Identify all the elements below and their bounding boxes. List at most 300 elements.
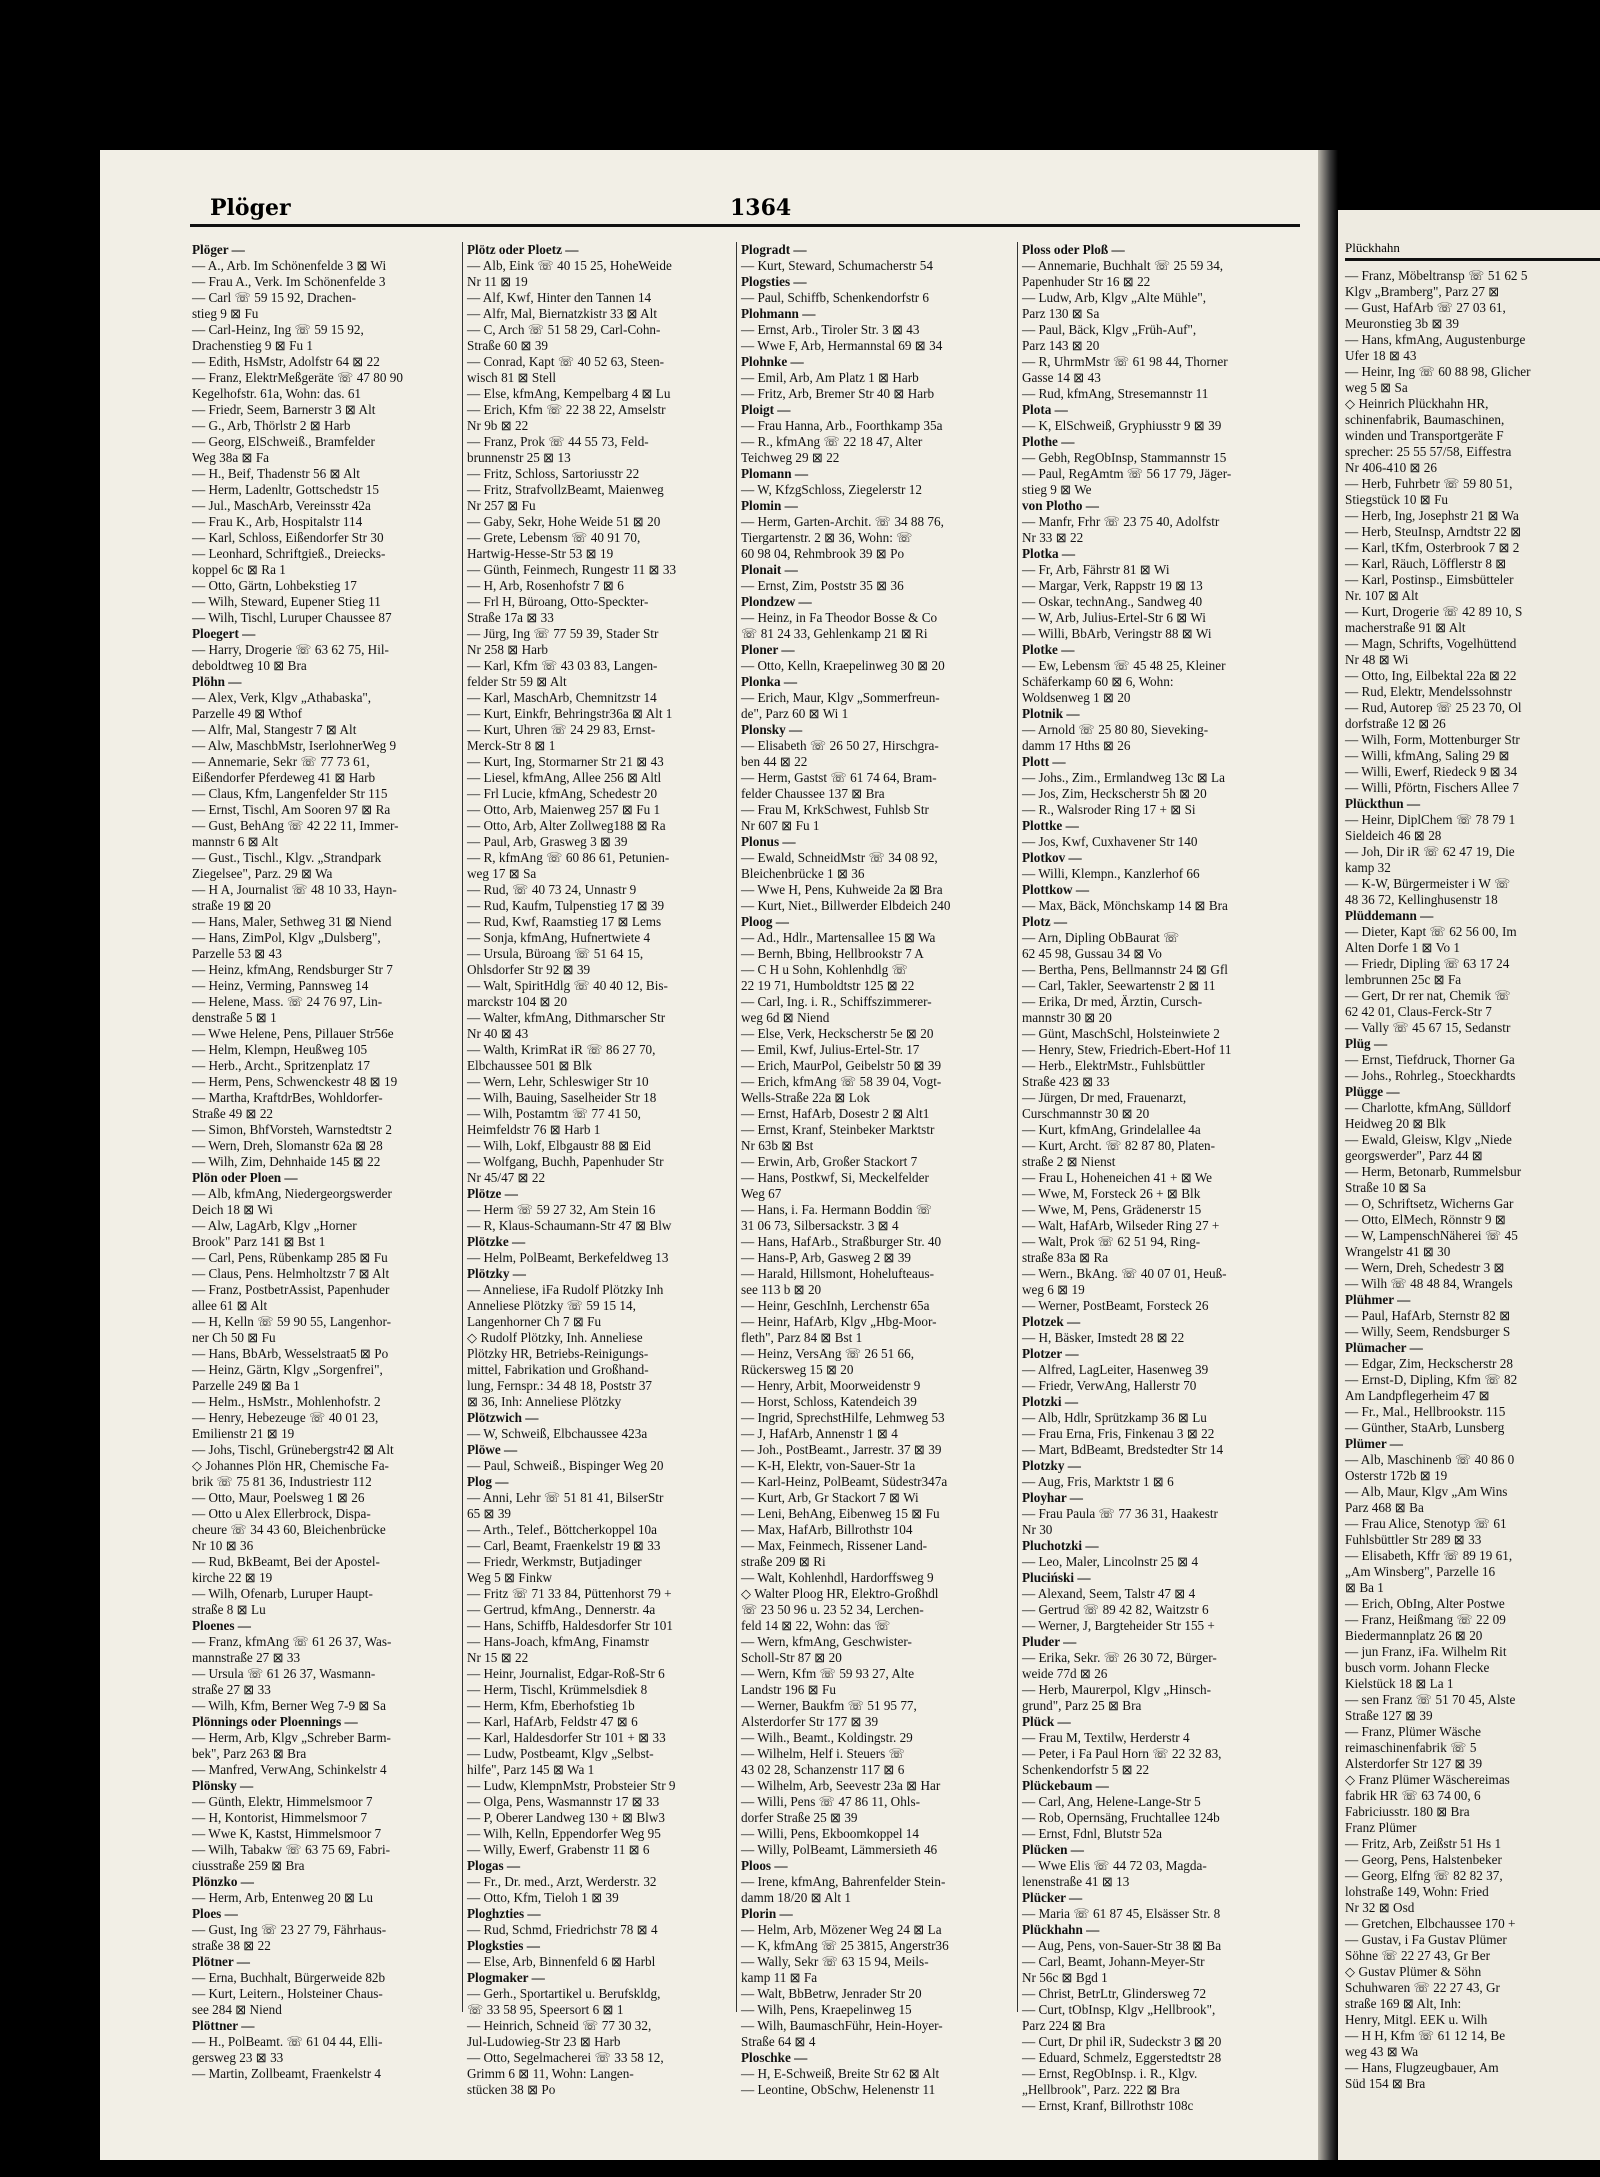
directory-entry: Schäferkamp 60 ⊠ 6, Wohn: — [1022, 674, 1174, 689]
directory-entry: — Helm, Klempn, Heußweg 105 — [192, 1042, 368, 1057]
directory-entry: — G., Arb, Thörlstr 2 ⊠ Harb — [192, 418, 351, 433]
directory-entry: ⊠ 36, Inh: Anneliese Plötzky — [467, 1394, 622, 1409]
directory-entry: stieg 9 ⊠ We — [1022, 482, 1092, 497]
directory-entry: koppel 6c ⊠ Ra 1 — [192, 562, 286, 577]
directory-entry: — Olga, Pens, Wasmannstr 17 ⊠ 33 — [467, 1794, 660, 1809]
directory-entry: — Frau L, Hoheneichen 41 + ⊠ We — [1022, 1170, 1213, 1185]
surname-heading: Plötner — — [192, 1954, 250, 1969]
directory-entry: Wrangelstr 41 ⊠ 30 — [1345, 1244, 1451, 1259]
directory-entry: — Willi, Pförtn, Fischers Allee 7 — [1345, 780, 1519, 795]
directory-entry: — Hans, BbArb, Wesselstraat5 ⊠ Po — [192, 1346, 389, 1361]
directory-entry: — Fritz, Arb, Bremer Str 40 ⊠ Harb — [741, 386, 935, 401]
directory-entry: — Ludw, Postbeamt, Klgv „Selbst- — [467, 1746, 654, 1761]
directory-entry: — Johs, Tischl, Grünebergstr42 ⊠ Alt — [192, 1442, 394, 1457]
directory-entry: — Gust, HafArb ☏ 27 03 61, — [1345, 300, 1506, 315]
directory-entry: see 284 ⊠ Niend — [192, 2002, 282, 2017]
directory-entry: — Irene, kfmAng, Bahrenfelder Stein- — [741, 1874, 946, 1889]
directory-entry: — H H, Kfm ☏ 61 12 14, Be — [1345, 2028, 1506, 2043]
directory-entry: — Henry, Stew, Friedrich-Ebert-Hof 11 — [1022, 1042, 1232, 1057]
directory-entry: — Willi, Ewerf, Riedeck 9 ⊠ 34 — [1345, 764, 1518, 779]
directory-entry: — Rud, kfmAng, Stresemannstr 11 — [1022, 386, 1209, 401]
directory-entry: mannstr 6 ⊠ Alt — [192, 834, 279, 849]
directory-entry: — Erika, Dr med, Ärztin, Cursch- — [1022, 994, 1203, 1009]
directory-entry: — Günther, StaArb, Lunsberg — [1345, 1420, 1505, 1435]
directory-entry: Meuronstieg 3b ⊠ 39 — [1345, 316, 1459, 331]
directory-entry: — Franz, ElektrMeßgeräte ☏ 47 80 90 — [192, 370, 403, 385]
directory-entry: — C H u Sohn, Kohlenhdlg ☏ — [741, 962, 909, 977]
directory-entry: — Harald, Hillsmont, Hohelufteaus- — [741, 1266, 935, 1281]
directory-entry: Straße 49 ⊠ 22 — [192, 1106, 274, 1121]
directory-entry: — Herb, Fuhrbetr ☏ 59 80 51, — [1345, 476, 1513, 491]
directory-entry: 65 ⊠ 39 — [467, 1506, 512, 1521]
surname-heading: Plomann — — [741, 466, 809, 481]
directory-entry: — Kurt, Arb, Gr Stackort 7 ⊠ Wi — [741, 1490, 919, 1505]
directory-entry: — Wilhelm, Arb, Seevestr 23a ⊠ Har — [741, 1778, 941, 1793]
directory-entry: — Frau Erna, Fris, Finkenau 3 ⊠ 22 — [1022, 1426, 1215, 1441]
directory-entry: 60 98 04, Rehmbrook 39 ⊠ Po — [741, 546, 905, 561]
directory-entry: lenenstraße 41 ⊠ 13 — [1022, 1874, 1130, 1889]
directory-entry: — Hans, Schiffb, Haldesdorfer Str 101 — [467, 1618, 673, 1633]
directory-entry: — Joh., PostBeamt., Jarrestr. 37 ⊠ 39 — [741, 1442, 942, 1457]
directory-entry: — Alfred, LagLeiter, Hasenweg 39 — [1022, 1362, 1209, 1377]
directory-entry: — Paul, Schweiß., Bispinger Weg 20 — [467, 1458, 664, 1473]
directory-entry: — Else, kfmAng, Kempelbarg 4 ⊠ Lu — [467, 386, 671, 401]
directory-entry: — Herm ☏ 59 27 32, Am Stein 16 — [467, 1202, 656, 1217]
surname-heading: Plümer — — [1345, 1436, 1403, 1451]
directory-entry: — Heinz, VersAng ☏ 26 51 66, — [741, 1346, 915, 1361]
directory-entry: — Ernst, RegObInsp. i. R., Klgv. — [1022, 2066, 1198, 2081]
directory-entry: — H., Beif, Thadenstr 56 ⊠ Alt — [192, 466, 360, 481]
surname-heading: Plöttner — — [192, 2018, 255, 2033]
surname-heading: Plönzko — — [192, 1874, 254, 1889]
directory-entry: — K, kfmAng ☏ 25 3815, Angerstr36 — [741, 1938, 949, 1953]
directory-entry: — Heinz, Gärtn, Klgv „Sorgenfrei", — [192, 1362, 383, 1377]
directory-entry: — R., Walsroder Ring 17 + ⊠ Si — [1022, 802, 1196, 817]
directory-entry: — Wilh, Pens, Kraepelinweg 15 — [741, 2002, 912, 2017]
surname-heading: Plogmaker — — [467, 1970, 545, 1985]
surname-heading: Plottkow — — [1022, 882, 1090, 897]
directory-entry: — Frau Alice, Stenotyp ☏ 61 — [1345, 1516, 1507, 1531]
directory-entry: — Werner, Baukfm ☏ 51 95 77, — [741, 1698, 917, 1713]
directory-entry: — K-W, Bürgermeister i W ☏ — [1345, 876, 1511, 891]
directory-entry: — Simon, BhfVorsteh, Warnstedtstr 2 — [192, 1122, 392, 1137]
directory-entry: Papenhuder Str 16 ⊠ 22 — [1022, 274, 1151, 289]
directory-entry: Kegelhofstr. 61a, Wohn: das. 61 — [192, 386, 362, 401]
surname-heading: Plötz oder Ploetz — — [467, 242, 579, 257]
directory-entry: — Conrad, Kapt ☏ 40 52 63, Steen- — [467, 354, 665, 369]
directory-entry: — Heinz, Verming, Pannsweg 14 — [192, 978, 369, 993]
directory-entry: Straße 423 ⊠ 33 — [1022, 1074, 1110, 1089]
directory-entry: see 113 b ⊠ 20 — [741, 1282, 822, 1297]
directory-entry: Emilienstr 21 ⊠ 19 — [192, 1426, 295, 1441]
directory-entry: Parz 224 ⊠ Bra — [1022, 2018, 1106, 2033]
directory-entry: — Oskar, technAng., Sandweg 40 — [1022, 594, 1203, 609]
surname-heading: Plügge — — [1345, 1084, 1400, 1099]
directory-entry: — Ernst, Kranf, Steinbeker Marktstr — [741, 1122, 935, 1137]
directory-entry: — Heinr, DiplChem ☏ 78 79 1 — [1345, 812, 1516, 827]
directory-entry: ◇ Heinrich Plückhahn HR, — [1345, 396, 1489, 411]
surname-heading: Ploenes — — [192, 1618, 251, 1633]
surname-heading: Plühmer — — [1345, 1292, 1411, 1307]
directory-entry: ciusstraße 259 ⊠ Bra — [192, 1858, 305, 1873]
directory-entry: — Mart, BdBeamt, Bredstedter Str 14 — [1022, 1442, 1224, 1457]
directory-entry: Nr 48 ⊠ Wi — [1345, 652, 1409, 667]
directory-entry: — Franz, Möbeltransp ☏ 51 62 5 — [1345, 268, 1528, 283]
surname-heading: Plückebaum — — [1022, 1778, 1109, 1793]
directory-entry: — Gretchen, Elbchaussee 170 + — [1345, 1916, 1516, 1931]
directory-entry: — Gustav, i Fa Gustav Plümer — [1345, 1932, 1507, 1947]
directory-entry: — Magn, Schrifts, Vogelhüttend — [1345, 636, 1517, 651]
directory-entry: Wells-Straße 22a ⊠ Lok — [741, 1090, 871, 1105]
directory-entry: — Wilh, Tabakw ☏ 63 75 69, Fabri- — [192, 1842, 391, 1857]
directory-entry: georgswerder", Parz 44 ⊠ — [1345, 1148, 1483, 1163]
directory-entry: — Walter, kfmAng, Dithmarscher Str — [467, 1010, 666, 1025]
directory-entry: — Kurt, kfmAng, Grindelallee 4a — [1022, 1122, 1201, 1137]
directory-entry: Ziegelsee", Parz. 29 ⊠ Wa — [192, 866, 333, 881]
directory-entry: grund", Parz 25 ⊠ Bra — [1022, 1698, 1142, 1713]
directory-entry: — Gust., Tischl., Klgv. „Strandpark — [192, 850, 382, 865]
surname-heading: Plorin — — [741, 1906, 793, 1921]
directory-entry: Nr 30 — [1022, 1522, 1053, 1537]
directory-entry: — Werner, PostBeamt, Forsteck 26 — [1022, 1298, 1209, 1313]
directory-entry: — Harry, Drogerie ☏ 63 62 75, Hil- — [192, 642, 389, 657]
directory-entry: — Otto, Arb, Maienweg 257 ⊠ Fu 1 — [467, 802, 661, 817]
surname-heading: Plötzky — — [467, 1266, 526, 1281]
directory-entry: — Karl, HafArb, Feldstr 47 ⊠ 6 — [467, 1714, 638, 1729]
directory-entry: — Karl, tKfm, Osterbrook 7 ⊠ 2 — [1345, 540, 1520, 555]
directory-entry: — W, LampenschNäherei ☏ 45 — [1345, 1228, 1518, 1243]
directory-entry: — Wwe, M, Pens, Grädenerstr 15 — [1022, 1202, 1202, 1217]
directory-entry: — Franz, Plümer Wäsche — [1345, 1724, 1481, 1739]
directory-entry: — Heinz, kfmAng, Rendsburger Str 7 — [192, 962, 393, 977]
directory-entry: Straße 17a ⊠ 33 — [467, 610, 554, 625]
directory-entry: — H, Arb, Rosenhofstr 7 ⊠ 6 — [467, 578, 624, 593]
directory-entry: — R., kfmAng ☏ 22 18 47, Alter — [741, 434, 923, 449]
directory-entry: Nr 45/47 ⊠ 22 — [467, 1170, 546, 1185]
directory-entry: straße 209 ⊠ Ri — [741, 1554, 826, 1569]
directory-entry: feld 14 ⊠ 22, Wohn: das ☏ — [741, 1618, 891, 1633]
surname-heading: Plöger — — [192, 242, 245, 257]
directory-entry: Ufer 18 ⊠ 43 — [1345, 348, 1417, 363]
directory-entry: — Ernst, Tischl, Am Sooren 97 ⊠ Ra — [192, 802, 391, 817]
directory-entry: — Ursula, Büroang ☏ 51 64 15, — [467, 946, 644, 961]
directory-entry: — Herm, Arb, Entenweg 20 ⊠ Lu — [192, 1890, 373, 1905]
directory-entry: felder Chaussee 137 ⊠ Bra — [741, 786, 885, 801]
surname-heading: Ploner — — [741, 642, 795, 657]
directory-entry: 62 42 01, Claus-Ferck-Str 7 — [1345, 1004, 1492, 1019]
directory-entry: — Helm., HsMstr., Mohlenhofstr. 2 — [192, 1394, 381, 1409]
directory-entry: — R, UhrmMstr ☏ 61 98 44, Thorner — [1022, 354, 1228, 369]
directory-entry: Merck-Str 8 ⊠ 1 — [467, 738, 556, 753]
directory-entry: — Alb, Eink ☏ 40 15 25, HoheWeide — [467, 258, 672, 273]
directory-entry: — H, Kelln ☏ 59 90 55, Langenhor- — [192, 1314, 391, 1329]
directory-entry: — Alw, MaschbMstr, IserlohnerWeg 9 — [192, 738, 397, 753]
surname-heading: Plückhahn — — [1022, 1922, 1100, 1937]
directory-entry: Franz Plümer — [1345, 1820, 1417, 1835]
directory-entry: brunnenstr 25 ⊠ 13 — [467, 450, 571, 465]
directory-entry: — Herm, Ladenltr, Gottschedstr 15 — [192, 482, 379, 497]
directory-entry: Osterstr 172b ⊠ 19 — [1345, 1468, 1448, 1483]
surname-heading: Plotnik — — [1022, 706, 1080, 721]
directory-entry: — Wilh, Zim, Dehnhaide 145 ⊠ 22 — [192, 1154, 381, 1169]
directory-entry: — Max, Bäck, Mönchskamp 14 ⊠ Bra — [1022, 898, 1228, 913]
directory-entry: weg 6d ⊠ Niend — [741, 1010, 830, 1025]
surname-heading: Plohmann — — [741, 306, 816, 321]
surname-heading: Plönsky — — [192, 1778, 254, 1793]
header-rule — [190, 224, 1300, 227]
directory-entry: Nr. 107 ⊠ Alt — [1345, 588, 1419, 603]
directory-entry: — P, Oberer Landweg 130 + ⊠ Blw3 — [467, 1810, 665, 1825]
directory-entry: Nr 406-410 ⊠ 26 — [1345, 460, 1437, 475]
directory-entry: — Peter, i Fa Paul Horn ☏ 22 32 83, — [1022, 1746, 1222, 1761]
directory-entry: — Jürgen, Dr med, Frauenarzt, — [1022, 1090, 1187, 1105]
directory-entry: — Wwe, M, Forsteck 26 + ⊠ Blk — [1022, 1186, 1201, 1201]
surname-heading: Plotzki — — [1022, 1394, 1079, 1409]
directory-entry: — Alfr, Mal, Biernatzkistr 33 ⊠ Alt — [467, 306, 657, 321]
directory-entry: — Alf, Kwf, Hinter den Tannen 14 — [467, 290, 652, 305]
directory-entry: — Willi, Pens ☏ 47 86 11, Ohls- — [741, 1794, 920, 1809]
directory-entry: — Paul, HafArb, Sternstr 82 ⊠ — [1345, 1308, 1511, 1323]
directory-entry: — Alw, LagArb, Klgv „Horner — [192, 1218, 357, 1233]
directory-entry: — Arn, Dipling ObBaurat ☏ — [1022, 930, 1180, 945]
surname-heading: Plott — — [1022, 754, 1066, 769]
facing-header-rule — [1345, 258, 1600, 261]
directory-entry: marckstr 104 ⊠ 20 — [467, 994, 568, 1009]
directory-entry: — Frau Hanna, Arb., Foorthkamp 35a — [741, 418, 943, 433]
directory-entry: Alten Dorfe 1 ⊠ Vo 1 — [1345, 940, 1460, 955]
directory-entry: — Kurt, Einkfr, Behringstr36a ⊠ Alt 1 — [467, 706, 673, 721]
directory-entry: — Heinz, in Fa Theodor Bosse & Co — [741, 610, 938, 625]
directory-entry: — Willi, Klempn., Kanzlerhof 66 — [1022, 866, 1200, 881]
directory-entry: — Ludw, Arb, Klgv „Alte Mühle", — [1022, 290, 1206, 305]
directory-entry: — Wilhelm, Helf i. Steuers ☏ — [741, 1746, 906, 1761]
directory-entry: — Paul, Arb, Grasweg 3 ⊠ 39 — [467, 834, 628, 849]
directory-entry: lung, Fernspr.: 34 48 18, Poststr 37 — [467, 1378, 653, 1393]
directory-entry: Parzelle 53 ⊠ 43 — [192, 946, 282, 961]
directory-entry: — Sonja, kfmAng, Hufnertwiete 4 — [467, 930, 651, 945]
directory-entry: — Rud, Kaufm, Tulpenstieg 17 ⊠ 39 — [467, 898, 665, 913]
directory-entry: Straße 60 ⊠ 39 — [467, 338, 549, 353]
surname-heading: Plümacher — — [1345, 1340, 1423, 1355]
directory-entry: — Hans, Maler, Sethweg 31 ⊠ Niend — [192, 914, 392, 929]
directory-entry: — Herb., ElektrMstr., Fuhlsbüttler — [1022, 1058, 1205, 1073]
directory-entry: — Willi, BbArb, Veringstr 88 ⊠ Wi — [1022, 626, 1212, 641]
directory-entry: Anneliese Plötzky ☏ 59 15 14, — [467, 1298, 636, 1313]
directory-entry: straße 27 ⊠ 33 — [192, 1682, 271, 1697]
surname-heading: Plogsties — — [741, 274, 807, 289]
directory-entry: — Karl, Schloss, Eißendorfer Str 30 — [192, 530, 384, 545]
directory-entry: — Rob, Opernsäng, Fruchtallee 124b — [1022, 1810, 1220, 1825]
surname-heading: Plöhn — — [192, 674, 242, 689]
directory-entry: — Frau M, KrkSchwest, Fuhlsb Str — [741, 802, 929, 817]
directory-entry: — Claus, Pens. Helmholtzstr 7 ⊠ Alt — [192, 1266, 390, 1281]
directory-entry: schinenfabrik, Baumaschinen, — [1345, 412, 1505, 427]
directory-entry: — Carl-Heinz, Ing ☏ 59 15 92, — [192, 322, 364, 337]
directory-entry: — Wwe K, Kastst, Himmelsmoor 7 — [192, 1826, 382, 1841]
directory-entry: — Otto, Kelln, Kraepelinweg 30 ⊠ 20 — [741, 658, 945, 673]
directory-entry: Nr 258 ⊠ Harb — [467, 642, 548, 657]
page-number: 1364 — [730, 195, 792, 221]
directory-entry: weg 43 ⊠ Wa — [1345, 2044, 1419, 2059]
directory-entry: — K-H, Elektr, von-Sauer-Str 1a — [741, 1458, 916, 1473]
directory-entry: — Heinr, HafArb, Klgv „Hbg-Moor- — [741, 1314, 937, 1329]
directory-entry: — Gaby, Sekr, Hohe Weide 51 ⊠ 20 — [467, 514, 661, 529]
directory-entry: Brook" Parz 141 ⊠ Bst 1 — [192, 1234, 326, 1249]
surname-heading: Plohnke — — [741, 354, 804, 369]
directory-entry: — Helene, Mass. ☏ 24 76 97, Lin- — [192, 994, 383, 1009]
directory-entry: — Else, Arb, Binnenfeld 6 ⊠ Harbl — [467, 1954, 656, 1969]
directory-entry: brik ☏ 75 81 36, Industriestr 112 — [192, 1474, 372, 1489]
surname-heading: Ploes — — [192, 1906, 238, 1921]
directory-entry: — Wilh, Kfm, Berner Weg 7-9 ⊠ Sa — [192, 1698, 386, 1713]
directory-entry: — H, E-Schweiß, Breite Str 62 ⊠ Alt — [741, 2066, 940, 2081]
directory-entry: — Arnold ☏ 25 80 80, Sieveking- — [1022, 722, 1209, 737]
directory-entry: — Hans, i. Fa. Hermann Boddin ☏ — [741, 1202, 933, 1217]
directory-entry: — Günt, MaschSchl, Holsteinwiete 2 — [1022, 1026, 1220, 1041]
directory-entry: — Erich, Maur, Klgv „Sommerfreun- — [741, 690, 940, 705]
directory-entry: — Günth, Elektr, Himmelsmoor 7 — [192, 1794, 373, 1809]
directory-entry: — Carl, Beamt, Fraenkelstr 19 ⊠ 33 — [467, 1538, 661, 1553]
directory-entry: Nr 56c ⊠ Bgd 1 — [1022, 1970, 1108, 1985]
directory-entry: — Leontine, ObSchw, Helenenstr 11 — [741, 2082, 936, 2097]
directory-entry: mittel, Fabrikation und Großhand- — [467, 1362, 649, 1377]
directory-entry: — Anni, Lehr ☏ 51 81 41, BilserStr — [467, 1490, 664, 1505]
directory-entry: — Walt, SpiritHdlg ☏ 40 40 12, Bis- — [467, 978, 668, 993]
directory-entry: — Heinr, Journalist, Edgar-Roß-Str 6 — [467, 1666, 665, 1681]
directory-entry: — Hans, kfmAng, Augustenburge — [1345, 332, 1526, 347]
directory-entry: — Alexand, Seem, Talstr 47 ⊠ 4 — [1022, 1586, 1196, 1601]
directory-entry: de", Parz 60 ⊠ Wi 1 — [741, 706, 849, 721]
directory-entry: — R, Klaus-Schaumann-Str 47 ⊠ Blw — [467, 1218, 672, 1233]
directory-entry: — Heinr, GeschInh, Lerchenstr 65a — [741, 1298, 930, 1313]
directory-entry: — Heinrich, Schneid ☏ 77 30 32, — [467, 2018, 652, 2033]
directory-entry: — Otto, Segelmacherei ☏ 33 58 12, — [467, 2050, 664, 2065]
directory-entry: Parzelle 249 ⊠ Ba 1 — [192, 1378, 300, 1393]
directory-entry: — Franz, Heißmang ☏ 22 09 — [1345, 1612, 1506, 1627]
directory-entry: — Franz, Prok ☏ 44 55 73, Feld- — [467, 434, 649, 449]
directory-entry: — Willy, Ewerf, Grabenstr 11 ⊠ 6 — [467, 1842, 650, 1857]
directory-entry: — Curt, Dr phil iR, Sudeckstr 3 ⊠ 20 — [1022, 2034, 1222, 2049]
directory-entry: — Aug, Pens, von-Sauer-Str 38 ⊠ Ba — [1022, 1938, 1222, 1953]
directory-entry: — Herm, Kfm, Eberhofstieg 1b — [467, 1698, 635, 1713]
directory-entry: — J, HafArb, Annenstr 1 ⊠ 4 — [741, 1426, 898, 1441]
surname-heading: Plothe — — [1022, 434, 1075, 449]
directory-entry: — jun Franz, iFa. Wilhelm Rit — [1345, 1644, 1507, 1659]
directory-entry: — Martin, Zollbeamt, Fraenkelstr 4 — [192, 2066, 381, 2081]
directory-entry: Nr 257 ⊠ Fu — [467, 498, 536, 513]
directory-entry: Klgv „Bramberg", Parz 27 ⊠ — [1345, 284, 1500, 299]
directory-entry: — Leonhard, Schriftgieß., Dreiecks- — [192, 546, 386, 561]
directory-entry: — Henry, Arbit, Moorweidenstr 9 — [741, 1378, 921, 1393]
directory-entry: — Wwe Helene, Pens, Pillauer Str56e — [192, 1026, 394, 1041]
directory-column-3 — [741, 242, 1013, 2097]
directory-entry: — Johs., Zim., Ermlandweg 13c ⊠ La — [1022, 770, 1225, 785]
directory-entry: — Gebh, RegObInsp, Stammannstr 15 — [1022, 450, 1227, 465]
directory-entry: Drachenstieg 9 ⊠ Fu 1 — [192, 338, 313, 353]
directory-entry: — Georg, ElSchweiß., Bramfelder — [192, 434, 375, 449]
directory-entry: — Ew, Lebensm ☏ 45 48 25, Kleiner — [1022, 658, 1226, 673]
directory-entry: „Hellbrook", Parz. 222 ⊠ Bra — [1022, 2082, 1180, 2097]
directory-entry: — H, Kontorist, Himmelsmoor 7 — [192, 1810, 368, 1825]
directory-entry: — Walt, Kohlenhdl, Hardorffsweg 9 — [741, 1570, 934, 1585]
directory-entry: — Herb., Archt., Spritzenplatz 17 — [192, 1058, 370, 1073]
directory-entry: — Otto, ElMech, Rönnstr 9 ⊠ — [1345, 1212, 1506, 1227]
facing-page-column — [1345, 268, 1600, 2091]
surname-heading: Plotzek — — [1022, 1314, 1081, 1329]
directory-entry: — Gertrud ☏ 89 42 82, Waitzstr 6 — [1022, 1602, 1209, 1617]
surname-heading: Plotzky — — [1022, 1458, 1081, 1473]
directory-entry: — Frau K., Arb, Hospitalstr 114 — [192, 514, 363, 529]
directory-entry: — Willi, kfmAng, Saling 29 ⊠ — [1345, 748, 1510, 763]
directory-entry: — Ewald, SchneidMstr ☏ 34 08 92, — [741, 850, 938, 865]
directory-entry: gersweg 23 ⊠ 33 — [192, 2050, 284, 2065]
directory-entry: Nr 40 ⊠ 43 — [467, 1026, 529, 1041]
directory-entry: — Ursula ☏ 61 26 37, Wasmann- — [192, 1666, 376, 1681]
directory-entry: — Willy, Seem, Rendsburger S — [1345, 1324, 1511, 1339]
directory-entry: Gasse 14 ⊠ 43 — [1022, 370, 1101, 385]
book-gutter — [1318, 150, 1338, 2160]
surname-heading: Pluchotzki — — [1022, 1538, 1099, 1553]
directory-entry: Bleichenbrücke 1 ⊠ 36 — [741, 866, 865, 881]
directory-entry: — Karl-Heinz, PolBeamt, Südestr347a — [741, 1474, 948, 1489]
directory-entry: Ohlsdorfer Str 92 ⊠ 39 — [467, 962, 591, 977]
directory-entry: ◇ Franz Plümer Wäschereimas — [1345, 1772, 1510, 1787]
directory-entry: Scholl-Str 87 ⊠ 20 — [741, 1650, 842, 1665]
directory-entry: — O, Schriftsetz, Wicherns Gar — [1345, 1196, 1514, 1211]
directory-entry: stieg 9 ⊠ Fu — [192, 306, 259, 321]
directory-entry: Weg 5 ⊠ Finkw — [467, 1570, 553, 1585]
running-head-name: Plöger — [210, 195, 291, 221]
directory-entry: — Rud, Kwf, Raamstieg 17 ⊠ Lems — [467, 914, 662, 929]
directory-entry: ben 44 ⊠ 22 — [741, 754, 808, 769]
directory-entry: — Erwin, Arb, Großer Stackort 7 — [741, 1154, 918, 1169]
directory-entry: — Gertrud, kfmAng., Dennerstr. 4a — [467, 1602, 656, 1617]
directory-entry: Am Landpflegerheim 47 ⊠ — [1345, 1388, 1490, 1403]
directory-entry: — Wolfgang, Buchh, Papenhuder Str — [467, 1154, 664, 1169]
surname-heading: Plück — — [1022, 1714, 1071, 1729]
directory-entry: — Wally, Sekr ☏ 63 15 94, Meils- — [741, 1954, 929, 1969]
directory-entry: — Erna, Buchhalt, Bürgerweide 82b — [192, 1970, 386, 1985]
directory-entry: — Ernst, Zim, Poststr 35 ⊠ 36 — [741, 578, 904, 593]
directory-entry: — Grete, Lebensm ☏ 40 91 70, — [467, 530, 641, 545]
directory-entry: — Else, Verk, Heckscherstr 5e ⊠ 20 — [741, 1026, 934, 1041]
directory-entry: straße 2 ⊠ Nienst — [1022, 1154, 1116, 1169]
directory-entry: — Emil, Arb, Am Platz 1 ⊠ Harb — [741, 370, 919, 385]
directory-entry: — Kurt, Drogerie ☏ 42 89 10, S — [1345, 604, 1523, 619]
directory-entry: — H., PolBeamt. ☏ 61 04 44, Elli- — [192, 2034, 383, 2049]
surname-heading: Pluder — — [1022, 1634, 1077, 1649]
directory-entry: Schuhwaren ☏ 22 27 43, Gr — [1345, 1980, 1500, 1995]
surname-heading: Plogradt — — [741, 242, 807, 257]
directory-entry: — Wilh, Bauing, Saselheider Str 18 — [467, 1090, 657, 1105]
directory-entry: — W, Arb, Julius-Ertel-Str 6 ⊠ Wi — [1022, 610, 1206, 625]
surname-heading: Plönnings oder Ploennings — — [192, 1714, 358, 1729]
directory-entry: ◇ Johannes Plön HR, Chemische Fa- — [192, 1458, 389, 1473]
directory-entry: ◇ Gustav Plümer & Söhn — [1345, 1964, 1482, 1979]
directory-entry: — Wern, Dreh, Slomanstr 62a ⊠ 28 — [192, 1138, 383, 1153]
directory-entry: — Fritz, Arb, Zeißstr 51 Hs 1 — [1345, 1836, 1502, 1851]
surname-heading: Plüddemann — — [1345, 908, 1434, 923]
directory-entry: Landstr 196 ⊠ Fu — [741, 1682, 836, 1697]
surname-heading: Plöwe — — [467, 1442, 518, 1457]
directory-entry: — Gerh., Sportartikel u. Berufskldg, — [467, 1986, 661, 2001]
directory-entry: — Erich, kfmAng ☏ 58 39 04, Vogt- — [741, 1074, 942, 1089]
directory-entry: — Karl, Postinsp., Eimsbütteler — [1345, 572, 1514, 587]
directory-entry: — Jos, Zim, Heckscherstr 5h ⊠ 20 — [1022, 786, 1207, 801]
surname-heading: Plonus — — [741, 834, 796, 849]
directory-entry: — Joh, Dir iR ☏ 62 47 19, Die — [1345, 844, 1515, 859]
directory-entry: — Carl, Ang, Helene-Lange-Str 5 — [1022, 1794, 1201, 1809]
